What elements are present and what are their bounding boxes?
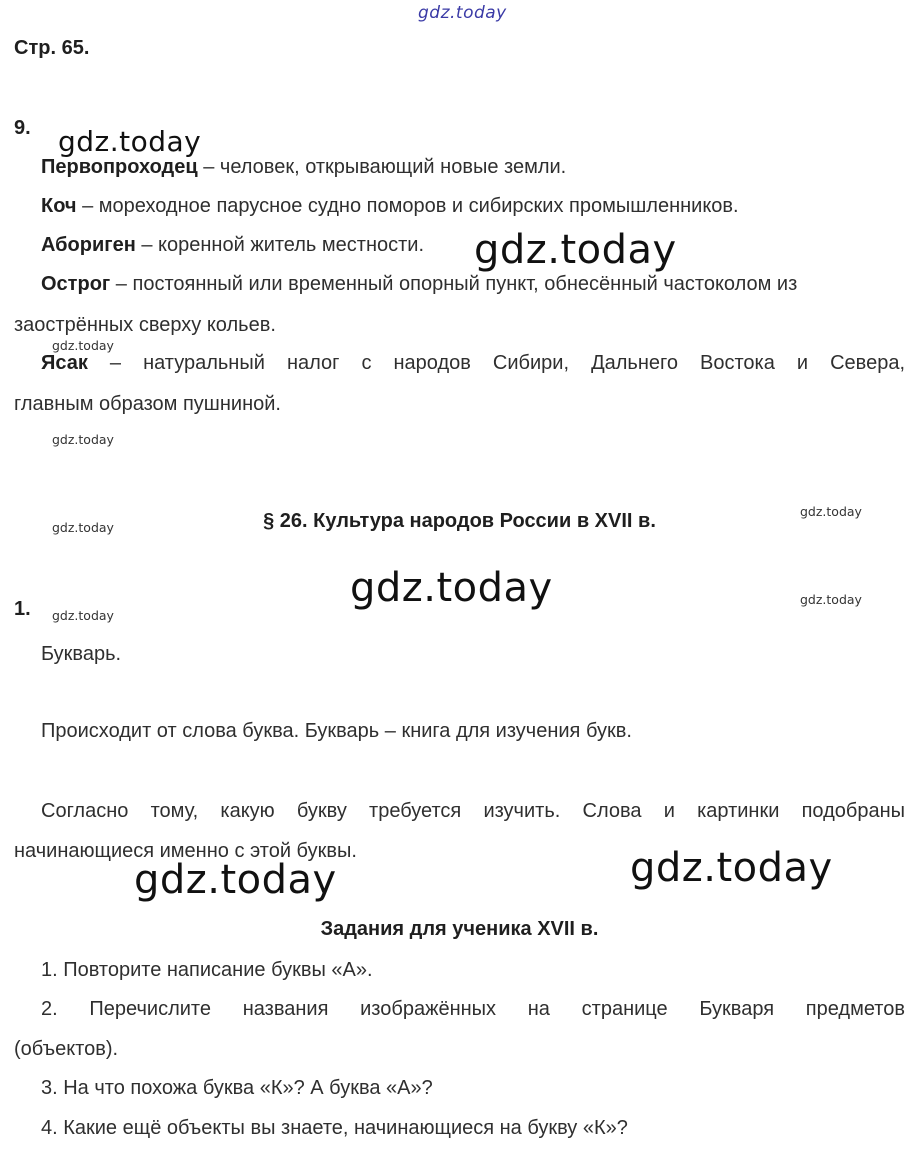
watermark: gdz.today [800,592,862,607]
task-item-cont: (объектов). [14,1038,119,1060]
question-number-9: 9. [14,117,31,139]
term-line [41,272,797,296]
question-number-1: 1. [14,598,31,620]
watermark: gdz.today [134,857,337,903]
task-item: 3. На что похожа буква «К»? А буква «А»? [41,1077,433,1099]
term-line [41,194,739,218]
term-definition: – коренной житель местности. [135,234,424,256]
term-line [41,233,424,257]
answer-text: Происходит от слова буква. Букварь – книга для изучения букв. [41,720,632,742]
term: Первопроходец [41,156,198,178]
term-line [41,155,566,179]
watermark: gdz.today [52,338,114,353]
term: Острог [41,273,111,295]
watermark: gdz.today [52,520,114,535]
answer-text: Букварь. [41,643,122,665]
term-definition-cont: заострённых сверху кольев. [14,314,276,336]
term-definition: – человек, открывающий новые земли. [197,156,567,178]
term: Коч [41,195,77,217]
term-definition: – натуральный налог с народов Сибири, Дальнего Востока и Севера, [87,352,905,374]
answer-text: начинающиеся именно с этой буквы. [14,840,357,862]
watermark: gdz.today [350,565,553,611]
watermark: gdz.today [58,125,202,158]
tasks-heading: Задания для ученика XVII в. [320,918,599,940]
task-item: 4. Какие ещё объекты вы знаете, начинающиеся на букву «К»? [41,1117,628,1139]
term-definition: – мореходное парусное судно поморов и сибирских промышленников. [76,195,739,217]
term-definition-cont: главным образом пушниной. [14,393,281,415]
watermark: gdz.today [474,227,677,273]
watermark: gdz.today [630,845,833,891]
term-line [41,351,905,375]
watermark: gdz.today [800,504,862,519]
term: Абориген [41,234,136,256]
page-reference: Стр. 65. [14,37,90,59]
watermark-top: gdz.today [418,3,507,23]
task-item: 2. Перечислите названия изображённых на странице Букваря предметов [41,998,905,1020]
watermark: gdz.today [52,608,114,623]
watermark: gdz.today [52,432,114,447]
term: Ясак [41,352,88,374]
term-definition: – постоянный или временный опорный пункт, обнесённый частоколом из [110,273,798,295]
task-item: 1. Повторите написание буквы «А». [41,959,373,981]
answer-text: Согласно тому, какую букву требуется изучить. Слова и картинки подобраны [41,800,905,822]
section-title: § 26. Культура народов России в XVII в. [263,510,656,532]
